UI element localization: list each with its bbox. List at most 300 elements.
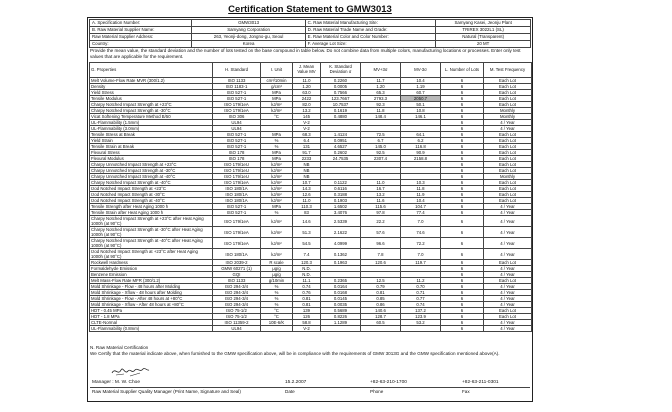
table-cell: 6 xyxy=(441,326,484,332)
table-cell: 0.1963 xyxy=(321,260,361,266)
table-cell: MPa xyxy=(261,204,293,210)
table-cell: ISO 75-1/2 xyxy=(213,314,261,320)
supplier-label: F. Average Lot Size: xyxy=(305,41,436,48)
table-cell: ISO 306 xyxy=(213,114,261,120)
signature-fax: +82-63-211-0301 xyxy=(462,380,499,385)
table-cell: GMW 60271 (1) xyxy=(213,266,261,272)
table-cell: 0.1362 xyxy=(321,249,361,260)
table-cell: 139 xyxy=(293,308,321,314)
table-cell: 0.81 xyxy=(293,302,321,308)
table-cell: 6 xyxy=(441,192,484,198)
table-cell: ISO 527-1 xyxy=(213,204,261,210)
table-cell: Each Lot xyxy=(484,96,532,102)
table-cell: 0.81 xyxy=(293,296,321,302)
column-header: MV+3σ xyxy=(361,63,401,78)
table-cell: kJ/m² xyxy=(261,174,293,180)
table-cell: 145.0 xyxy=(361,144,401,150)
table-cell: 6 xyxy=(441,227,484,238)
table-cell: 140.6 xyxy=(361,308,401,314)
table-cell: 6 xyxy=(441,204,484,210)
table-cell: V-2 xyxy=(293,126,321,132)
supplier-value: Korea xyxy=(192,41,305,48)
table-cell: 24.7535 xyxy=(321,156,361,162)
table-cell: 6 xyxy=(441,186,484,192)
property-name-cell: Benzene Emission xyxy=(90,272,213,278)
table-cell: 126 xyxy=(293,314,321,320)
property-name-cell: Formaldehyde Emission xyxy=(90,266,213,272)
table-cell: % xyxy=(261,290,293,296)
document-title: Certification Statement to GMW3013 xyxy=(228,4,392,15)
property-name-cell: Vicat Softening Temperature Method B/50 xyxy=(90,114,213,120)
table-cell: % xyxy=(261,138,293,144)
table-cell: NB xyxy=(293,168,321,174)
table-cell: ISO 1183-1 xyxy=(213,84,261,90)
table-cell: Each Lot xyxy=(484,78,532,84)
supplier-value: 20 MT xyxy=(436,41,531,48)
table-cell: 110.3 xyxy=(293,204,321,210)
property-name-cell: UL-Flammability (3.0mm) xyxy=(90,126,213,132)
table-cell: Each Lot xyxy=(484,90,532,96)
table-cell: 123.9 xyxy=(401,314,441,320)
table-cell: 0.74 xyxy=(293,284,321,290)
table-cell: 4 / Year xyxy=(484,326,532,332)
table-cell: Each Lot xyxy=(484,308,532,314)
table-cell: 0.2260 xyxy=(321,78,361,84)
property-name-cell: UL-Flammability (1.5mm) xyxy=(90,120,213,126)
table-cell: 6 xyxy=(441,114,484,120)
table-cell: cm³/10min xyxy=(261,78,293,84)
table-cell: Each Lot xyxy=(484,314,532,320)
table-cell: 6 xyxy=(441,132,484,138)
table-cell: 6 xyxy=(441,266,484,272)
table-cell: N.D. xyxy=(293,272,321,278)
table-cell: 6 xyxy=(441,210,484,216)
property-name-cell: Yield Strain xyxy=(90,138,213,144)
table-cell: 6 xyxy=(441,156,484,162)
table-cell: 0.2602 xyxy=(321,150,361,156)
table-cell: ISO 178 xyxy=(213,156,261,162)
column-header: H. Standard xyxy=(213,63,261,78)
table-cell: Monthly xyxy=(484,108,532,114)
property-name-cell: HDT - 1.8 MPa xyxy=(90,314,213,320)
table-cell: 4 / Year xyxy=(484,238,532,249)
table-cell: 4 / Year xyxy=(484,210,532,216)
property-name-cell: Charpy Notched Impact Strength at -30°C after Heat Aging 1000h (at 90°C) xyxy=(90,227,213,238)
table-cell: ISO 527-1 xyxy=(213,90,261,96)
table-cell: 10E-6/K xyxy=(261,320,293,326)
table-cell: 2233 xyxy=(293,156,321,162)
table-cell: ISO 179/1eA xyxy=(213,227,261,238)
table-cell: 6 xyxy=(441,168,484,174)
table-cell: 4 / Year xyxy=(484,284,532,290)
table-cell: UL94 xyxy=(213,326,261,332)
table-cell: 4 / Year xyxy=(484,126,532,132)
properties-table xyxy=(89,62,532,332)
property-name-cell: Tensile Strain at Break xyxy=(90,144,213,150)
table-cell: 148.4 xyxy=(361,114,401,120)
supplier-info-table xyxy=(89,19,531,48)
table-cell: 6 xyxy=(441,320,484,326)
table-cell: μg/g xyxy=(261,266,293,272)
table-cell: 0.1619 xyxy=(321,108,361,114)
property-name-cell: Flexural Modulus xyxy=(90,156,213,162)
table-cell: 6 xyxy=(441,278,484,284)
supplier-value: TRIREX 3022L1 (SL) xyxy=(436,27,531,34)
table-cell: 6 xyxy=(441,290,484,296)
table-cell: 90.9 xyxy=(401,150,441,156)
table-cell: MPa xyxy=(261,150,293,156)
table-cell: Each Lot xyxy=(484,198,532,204)
supplier-info-row xyxy=(90,20,531,27)
table-cell: 0.85 xyxy=(361,296,401,302)
table-cell: 6 xyxy=(441,249,484,260)
table-cell: 0.86 xyxy=(361,302,401,308)
table-cell: kJ/m² xyxy=(261,102,293,108)
table-cell: 65.3 xyxy=(361,90,401,96)
column-header: J. Mean Value MV xyxy=(293,63,321,78)
table-cell: 6.7 xyxy=(361,138,401,144)
table-cell: ISO 527-1 xyxy=(213,138,261,144)
table-cell: UL94 xyxy=(213,126,261,132)
table-cell: ISO 527-1 xyxy=(213,96,261,102)
table-cell: kJ/m² xyxy=(261,162,293,168)
table-cell: 0.0005 xyxy=(321,84,361,90)
table-cell: ISO 180/1A xyxy=(213,186,261,192)
table-cell: 137.2 xyxy=(401,308,441,314)
table-cell: 16.7 xyxy=(361,186,401,192)
table-cell: Monthly xyxy=(484,114,532,120)
table-cell: 10.8 xyxy=(401,108,441,114)
table-cell: Each Lot xyxy=(484,132,532,138)
property-name-cell: Charpy Notched Impact Strength at -40°C after Heat Aging 1000h (at 90°C) xyxy=(90,238,213,249)
property-name-cell: Charpy Unnotched Impact Strength at -30°C xyxy=(90,168,213,174)
table-cell: % xyxy=(261,210,293,216)
footer-manager-label: Raw Material Supplier Quality Manager (Print Name, Signature and Seal) xyxy=(92,389,241,394)
table-cell: Each Lot xyxy=(484,162,532,168)
table-cell: ISO 11359-2 xyxy=(213,320,261,326)
table-cell: UL94 xyxy=(213,120,261,126)
table-cell: 50.1 xyxy=(401,102,441,108)
supplier-label: Country: xyxy=(90,41,192,48)
table-cell: 22.2 xyxy=(361,216,401,227)
table-cell: ISO 180/1A xyxy=(213,198,261,204)
table-cell: 82.0 xyxy=(293,102,321,108)
table-cell: 6 xyxy=(441,216,484,227)
table-cell: 72.2 xyxy=(401,238,441,249)
table-cell: 4 / Year xyxy=(484,320,532,326)
property-name-cell: Mold Shrinkage - Xflow - 48 hours after Molding xyxy=(90,290,213,296)
certificate-frame xyxy=(87,17,533,402)
table-cell: 10.4 xyxy=(401,78,441,84)
table-cell: ISO 179/1eA xyxy=(213,238,261,249)
table-cell: kJ/m² xyxy=(261,227,293,238)
table-cell: 60.7 xyxy=(401,90,441,96)
property-name-cell: Charpy Notched Impact Strength at +23°C xyxy=(90,102,213,108)
table-cell: 6 xyxy=(441,238,484,249)
certification-heading: N. Raw Material Certification xyxy=(90,345,149,350)
property-name-cell: Izod Notched Impact Strength at -30°C xyxy=(90,192,213,198)
table-cell: % xyxy=(261,302,293,308)
table-cell: 13.2 xyxy=(361,192,401,198)
table-cell: Each Lot xyxy=(484,180,532,186)
table-cell: 6.2 xyxy=(401,138,441,144)
table-cell: 1.20 xyxy=(293,84,321,90)
table-cell: kJ/m² xyxy=(261,186,293,192)
property-name-cell: Melt Volume-Flow Rate MVR (300/1.2) xyxy=(90,78,213,84)
signature-phone: +82-63-210-1700 xyxy=(370,380,407,385)
table-cell: MPa xyxy=(261,132,293,138)
table-cell: 2307.4 xyxy=(361,156,401,162)
table-cell: 6 xyxy=(441,90,484,96)
table-cell: 123.7667 xyxy=(321,96,361,102)
table-cell: Each Lot xyxy=(484,150,532,156)
table-header-row xyxy=(90,63,532,78)
property-name-cell: Charpy Unnotched Impact Strength at +23°C xyxy=(90,162,213,168)
table-cell: Each Lot xyxy=(484,278,532,284)
column-header: G. Properties xyxy=(90,63,213,78)
table-cell: 145 xyxy=(293,114,321,120)
table-cell: 0.70 xyxy=(401,284,441,290)
table-cell: 2.5339 xyxy=(321,216,361,227)
table-cell: 2050.7 xyxy=(401,96,441,102)
table-cell: 6 xyxy=(441,126,484,132)
table-cell: kJ/m² xyxy=(261,192,293,198)
property-name-cell: Charpy Notched Impact Strength at +23°C after Heat Aging 1000h (at 90°C) xyxy=(90,216,213,227)
table-cell: GQI xyxy=(213,272,261,278)
table-cell: 11.7 xyxy=(361,78,401,84)
table-cell: 4 / Year xyxy=(484,204,532,210)
table-cell: 7.4 xyxy=(293,249,321,260)
table-cell: ISO 294-3/4 xyxy=(213,290,261,296)
table-cell: 7.8 xyxy=(361,249,401,260)
column-header: M. Test Frequency xyxy=(484,63,532,78)
table-row xyxy=(90,238,532,249)
footer-date-label: Date xyxy=(285,389,295,394)
table-cell: 6 xyxy=(441,296,484,302)
table-cell: 0.79 xyxy=(361,284,401,290)
table-cell: 51.3 xyxy=(293,227,321,238)
property-name-cell: Flexural Stress xyxy=(90,150,213,156)
table-cell: 7.0 xyxy=(401,216,441,227)
table-cell: 92.5 xyxy=(361,150,401,156)
table-cell: 6 xyxy=(441,108,484,114)
table-cell: 57.6 xyxy=(361,227,401,238)
table-cell: % xyxy=(261,144,293,150)
property-name-cell: Mold Shrinkage - Flow - After 48 hours at +80°C xyxy=(90,296,213,302)
table-cell: 4 / Year xyxy=(484,302,532,308)
table-cell: 119.7 xyxy=(401,260,441,266)
table-cell: 0.81 xyxy=(361,290,401,296)
property-name-cell: Tensile Strain after Heat Aging 1000 h xyxy=(90,210,213,216)
supplier-label: B. Raw Material Supplier Name: xyxy=(90,27,192,34)
table-cell: 11.8 xyxy=(401,186,441,192)
property-name-cell: Rockwell Hardness xyxy=(90,260,213,266)
supplier-label: C. Raw Material Manufacturing Site: xyxy=(305,20,436,27)
table-cell: 1.20 xyxy=(361,84,401,90)
table-cell: 12.5 xyxy=(361,278,401,284)
table-cell: ISO 179/1eA xyxy=(213,180,261,186)
table-cell: ISO 75-1/2 xyxy=(213,308,261,314)
table-cell: g/cm³ xyxy=(261,84,293,90)
table-cell: 11.0 xyxy=(361,180,401,186)
table-cell: 4 / Year xyxy=(484,249,532,260)
certification-text: We Certify that the material indicate above, when furnished to the GMW specification above, will be in compliance with the requirements of GMW 3013G and the GMW specification mentioned above(A). xyxy=(90,351,500,356)
table-cell: 2793.3 xyxy=(361,96,401,102)
supplier-value: Natural (Transparent) xyxy=(436,34,531,41)
table-cell: 6 xyxy=(441,180,484,186)
table-cell: kJ/m² xyxy=(261,249,293,260)
table-cell: 10.4 xyxy=(401,198,441,204)
table-cell: 11.1 xyxy=(293,278,321,284)
table-cell: 10.7 xyxy=(293,180,321,186)
supplier-value: 263, Yeonji-dong, Jongno-gu, Seoul xyxy=(192,34,305,41)
table-cell: 6 xyxy=(441,120,484,126)
table-cell: 6 xyxy=(441,302,484,308)
table-cell xyxy=(401,326,441,332)
supplier-value: Samyang Kasei, Jeonju Plant xyxy=(436,20,531,27)
table-cell: 0.6116 xyxy=(321,186,361,192)
property-name-cell: Charpy Notched Impact Strength at -40°C xyxy=(90,180,213,186)
table-cell: MPa xyxy=(261,156,293,162)
table-cell: ISO 179/1eU xyxy=(213,162,261,168)
table-cell: 63.0 xyxy=(293,90,321,96)
table-cell: N.D. xyxy=(293,266,321,272)
property-name-cell: Charpy Unnotched Impact Strength at -40°C xyxy=(90,174,213,180)
column-header: L. Number of Lots xyxy=(441,63,484,78)
supplier-label: Raw Material Supplier Address: xyxy=(90,34,192,41)
table-cell: 3.4076 xyxy=(321,210,361,216)
handwritten-signature xyxy=(110,364,150,378)
table-cell: 7.0 xyxy=(401,249,441,260)
property-name-cell: CLTE-Normal xyxy=(90,320,213,326)
property-name-cell: Charpy Notched Impact Strength at -30°C xyxy=(90,108,213,114)
table-cell: 92.3 xyxy=(361,102,401,108)
table-cell: 11.6 xyxy=(361,198,401,204)
table-cell: 0.0164 xyxy=(321,284,361,290)
table-cell: Each Lot xyxy=(484,168,532,174)
table-cell: 97.8 xyxy=(361,210,401,216)
supplier-info-row xyxy=(90,27,531,34)
table-cell: 0.71 xyxy=(401,290,441,296)
table-cell: 0.4880 xyxy=(321,114,361,120)
table-cell: 10.3 xyxy=(401,180,441,186)
table-cell: 2.1622 xyxy=(321,227,361,238)
table-cell: kJ/m² xyxy=(261,168,293,174)
table-cell: °C xyxy=(261,114,293,120)
table-cell: Each Lot xyxy=(484,84,532,90)
table-row xyxy=(90,249,532,260)
table-cell: 6 xyxy=(441,144,484,150)
table-row xyxy=(90,227,532,238)
table-cell: ISO 179/1eA xyxy=(213,108,261,114)
table-cell: 0.0168 xyxy=(321,290,361,296)
table-cell: 6 xyxy=(441,284,484,290)
table-cell: V-2 xyxy=(293,120,321,126)
signature-date: 15.2.2007 xyxy=(285,380,307,385)
table-cell: 131 xyxy=(293,144,321,150)
table-cell: % xyxy=(261,296,293,302)
property-name-cell: Tensile Modulus xyxy=(90,96,213,102)
table-cell: 1.1289 xyxy=(321,320,361,326)
table-cell: 4 / Year xyxy=(484,227,532,238)
table-cell: 11.9 xyxy=(401,192,441,198)
column-header: K. Standard Deviation σ xyxy=(321,63,361,78)
table-cell: 0.1122 xyxy=(321,180,361,186)
table-cell: 83 xyxy=(293,210,321,216)
table-cell: 6 xyxy=(441,162,484,168)
table-cell: 0.76 xyxy=(293,290,321,296)
table-cell: 0.1903 xyxy=(321,198,361,204)
table-cell: 74.6 xyxy=(401,227,441,238)
table-cell: °C xyxy=(261,308,293,314)
table-cell: 6 xyxy=(441,198,484,204)
footer-phone-label: Phone xyxy=(370,389,384,394)
table-cell: 1.19 xyxy=(401,84,441,90)
table-cell: g/10min xyxy=(261,278,293,284)
table-cell xyxy=(361,326,401,332)
table-row xyxy=(90,216,532,227)
table-cell: 11.0 xyxy=(293,78,321,84)
table-cell: Each Lot xyxy=(484,138,532,144)
table-cell: ISO 2039-2 xyxy=(213,260,261,266)
table-cell xyxy=(321,326,361,332)
table-cell: 6 xyxy=(441,78,484,84)
table-cell: 0.77 xyxy=(401,296,441,302)
table-cell: 6 xyxy=(441,102,484,108)
table-cell: kJ/m² xyxy=(261,198,293,204)
table-cell: 6 xyxy=(441,272,484,278)
table-cell: 6 xyxy=(441,308,484,314)
property-name-cell: Mold Shrinkage - Flow - 48 hours after Molding xyxy=(90,284,213,290)
table-cell: 4 / Year xyxy=(484,120,532,126)
property-name-cell: Tensile Strength after Heat Aging 1000 h xyxy=(90,204,213,210)
table-cell: 11.8 xyxy=(361,108,401,114)
table-cell: Each Lot xyxy=(484,260,532,266)
table-cell: 10.7537 xyxy=(321,102,361,108)
table-cell: ISO 1133 xyxy=(213,278,261,284)
table-cell: 2422 xyxy=(293,96,321,102)
supplier-info-row xyxy=(90,34,531,41)
table-cell: 115.6 xyxy=(361,204,401,210)
table-cell: 60.5 xyxy=(361,320,401,326)
table-cell: MPa xyxy=(261,96,293,102)
table-cell: 6 xyxy=(441,314,484,320)
table-cell: V-2 xyxy=(293,326,321,332)
table-cell: Each Lot xyxy=(484,186,532,192)
table-cell: 6 xyxy=(441,96,484,102)
table-cell: NB xyxy=(293,174,321,180)
property-name-cell: Density xyxy=(90,84,213,90)
table-cell: 4 / Year xyxy=(484,216,532,227)
table-cell: 11.2 xyxy=(401,278,441,284)
table-cell: ISO 178 xyxy=(213,150,261,156)
table-cell: kJ/m² xyxy=(261,180,293,186)
table-cell: 58.8 xyxy=(293,320,321,326)
table-cell: 0.7566 xyxy=(321,90,361,96)
table-cell: ISO 179/1eU xyxy=(213,168,261,174)
table-cell: 4 / Year xyxy=(484,290,532,296)
signature-line xyxy=(90,387,530,388)
table-cell: kJ/m² xyxy=(261,238,293,249)
table-cell: 104.7 xyxy=(401,204,441,210)
column-header: I. Unit xyxy=(261,63,293,78)
table-cell: 14.3 xyxy=(293,186,321,192)
table-cell: 53.2 xyxy=(401,320,441,326)
property-name-cell: Izod Notched Impact Strength at -40°C xyxy=(90,198,213,204)
table-cell: Each Lot xyxy=(484,156,532,162)
property-name-cell: Yield Stress xyxy=(90,90,213,96)
table-cell: 4.0999 xyxy=(321,238,361,249)
